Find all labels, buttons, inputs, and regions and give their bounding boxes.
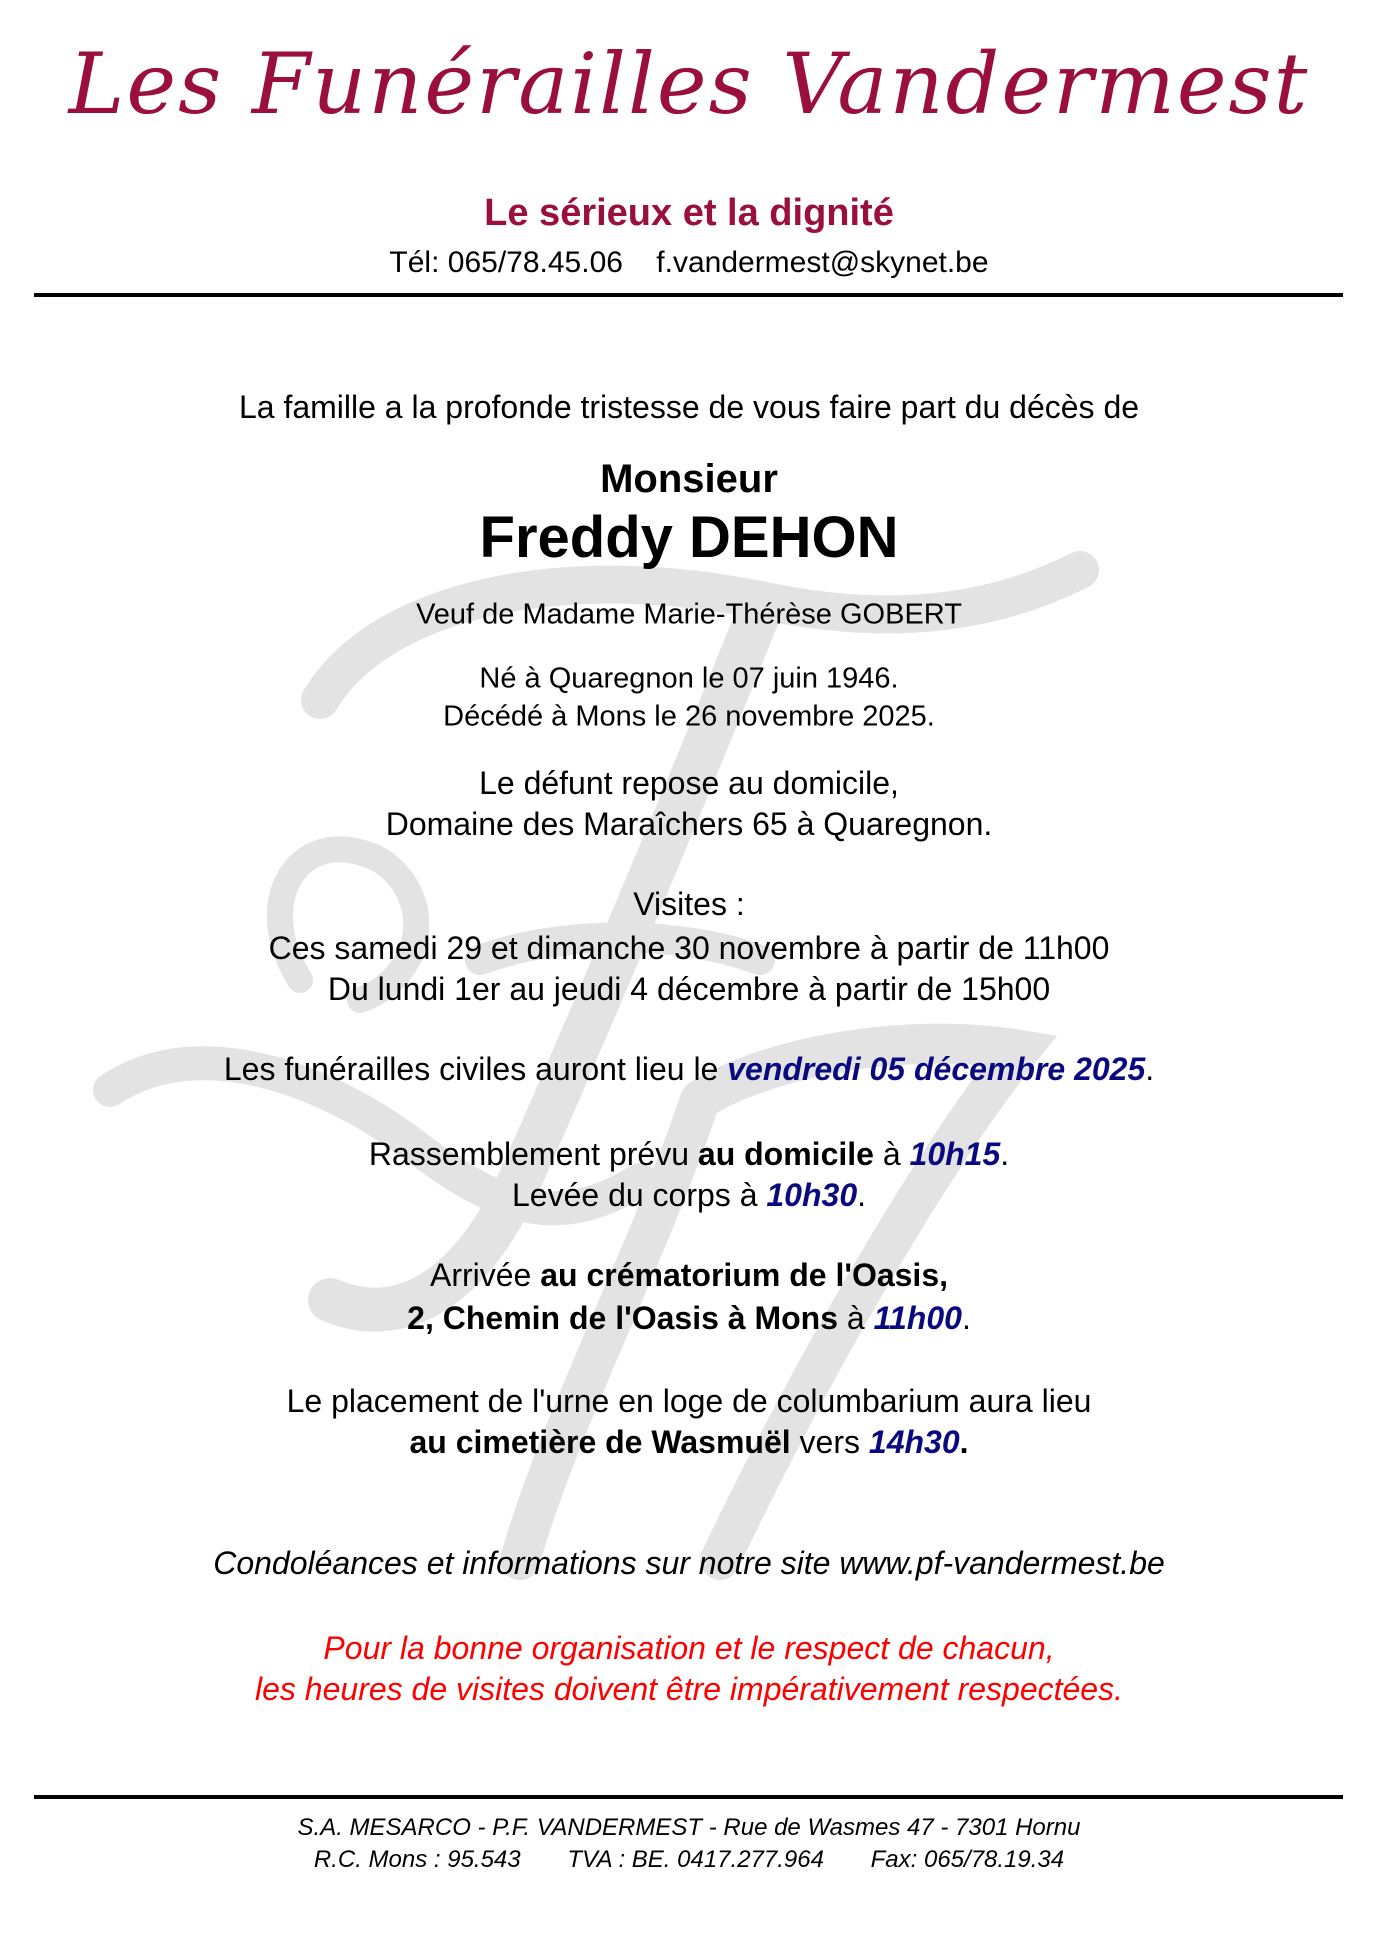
footer-fax: Fax: 065/78.19.34 bbox=[870, 1846, 1065, 1873]
deceased-title: Monsieur bbox=[600, 457, 778, 501]
gather-text: Rassemblement prévu bbox=[368, 1136, 698, 1172]
visits-line-1: Ces samedi 29 et dimanche 30 novembre à partir de 11h00 bbox=[268, 930, 1110, 966]
footer-rc: R.C. Mons : 95.543 bbox=[313, 1846, 521, 1873]
intro-text: La famille a la profonde tristesse de vous faire part du décès de bbox=[238, 389, 1140, 425]
urn-time: 14h30 bbox=[868, 1424, 960, 1460]
arrival-line-2 bbox=[0, 1302, 1378, 1334]
gather-place: au domicile bbox=[697, 1136, 874, 1172]
email-link[interactable]: f.vandermest@skynet.be bbox=[656, 246, 989, 279]
phone: Tél: 065/78.45.06 bbox=[389, 246, 623, 279]
urn-place: au cimetière de Wasmuël bbox=[409, 1424, 791, 1460]
death-text: Décédé à Mons le 26 novembre 2025. bbox=[443, 700, 935, 733]
birth-text: Né à Quaregnon le 07 juin 1946. bbox=[479, 662, 899, 695]
deceased-name: Freddy DEHON bbox=[479, 505, 899, 570]
punct: . bbox=[1000, 1136, 1010, 1172]
footer-registration bbox=[0, 1848, 1378, 1872]
rest-line-2: Domaine des Maraîchers 65 à Quaregnon. bbox=[385, 806, 993, 842]
urn-line-2 bbox=[0, 1426, 1378, 1458]
spouse-text: Veuf de Madame Marie-Thérèse GOBERT bbox=[416, 598, 962, 631]
rest-line-1: Le défunt repose au domicile, bbox=[479, 765, 899, 801]
footer-divider bbox=[34, 1795, 1343, 1799]
funeral-date: vendredi 05 décembre 2025 bbox=[727, 1051, 1146, 1087]
arrive-text: Arrivée bbox=[429, 1257, 541, 1293]
slogan: Le sérieux et la dignité bbox=[484, 192, 894, 234]
contact-line bbox=[0, 248, 1378, 278]
funeral-text: Les funérailles civiles auront lieu le bbox=[223, 1051, 728, 1087]
visits-label: Visites : bbox=[633, 886, 745, 922]
lift-time: 10h30 bbox=[766, 1177, 858, 1213]
footer-tva: TVA : BE. 0417.277.964 bbox=[567, 1846, 824, 1873]
arrive-address: 2, Chemin de l'Oasis à Mons bbox=[407, 1300, 838, 1336]
condolences-link[interactable]: Condoléances et informations sur notre site www.pf-vandermest.be bbox=[213, 1545, 1165, 1581]
arrive-time: 11h00 bbox=[873, 1300, 962, 1336]
arrive-mid: à bbox=[838, 1300, 874, 1336]
punct: . bbox=[1145, 1051, 1155, 1087]
arrival-line-1 bbox=[0, 1259, 1378, 1291]
gather-time: 10h15 bbox=[909, 1136, 1001, 1172]
warning-line-1: Pour la bonne organisation et le respect de chacun, bbox=[323, 1630, 1055, 1666]
lifting-line bbox=[0, 1179, 1378, 1211]
urn-mid: vers bbox=[790, 1424, 869, 1460]
arrive-place: au crématorium de l'Oasis, bbox=[540, 1257, 948, 1293]
gather-mid: à bbox=[873, 1136, 910, 1172]
punct: . bbox=[959, 1424, 969, 1460]
brand-title: Les Funérailles Vandermest bbox=[68, 35, 1310, 133]
header-divider bbox=[34, 293, 1343, 297]
funeral-line bbox=[0, 1053, 1378, 1085]
gathering-line bbox=[0, 1138, 1378, 1170]
punct: . bbox=[857, 1177, 866, 1213]
lift-text: Levée du corps à bbox=[511, 1177, 767, 1213]
urn-line-1: Le placement de l'urne en loge de columbarium aura lieu bbox=[286, 1383, 1092, 1419]
visits-line-2: Du lundi 1er au jeudi 4 décembre à partir de 15h00 bbox=[327, 971, 1051, 1007]
warning-line-2: les heures de visites doivent être impérativement respectées. bbox=[255, 1671, 1123, 1707]
footer-company: S.A. MESARCO - P.F. VANDERMEST - Rue de Wasmes 47 - 7301 Hornu bbox=[297, 1814, 1081, 1841]
punct: . bbox=[961, 1300, 971, 1336]
